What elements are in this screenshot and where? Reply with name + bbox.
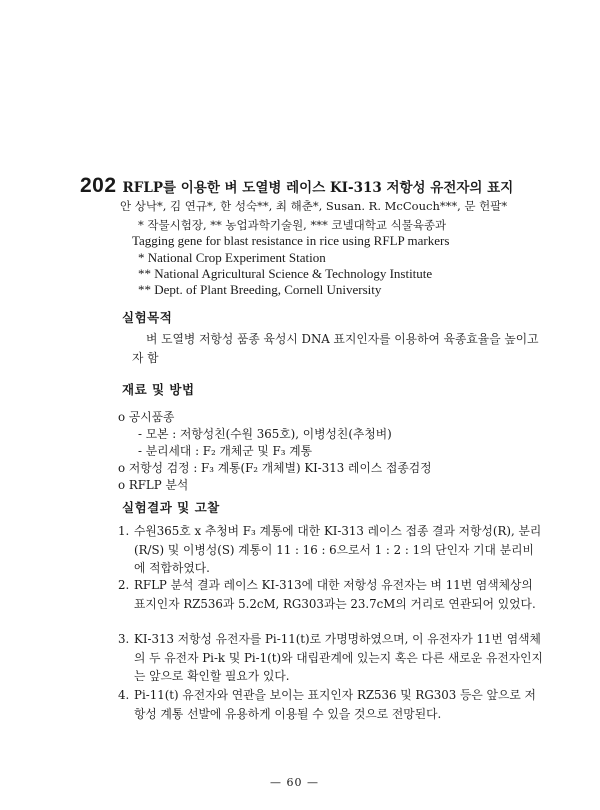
result-text: KI-313 저항성 유전자를 Pi-11(t)로 가명명하였으며, 이 유전자가 11번 염색체의 두 유전자 Pi-k 및 Pi-1(t)와 대립관계에 있는지 혹은 다른 새로운 유전자인지는 앞으로 확인할 필요가 있다.	[134, 632, 543, 683]
result-number: 3.	[118, 632, 130, 646]
result-number: 2.	[118, 578, 130, 592]
affiliation-en-3: ** Dept. of Plant Breeding, Cornell University	[138, 282, 382, 297]
methods-item: o 저항성 검정 : F₃ 계통(F₂ 개체별) KI-313 레이스 접종검정	[118, 461, 432, 475]
author-list: 안 상낙*, 김 연규*, 한 성숙**, 최 해춘*, Susan. R. McCouch***, 문 헌팔*	[120, 199, 508, 213]
results-heading: 실험결과 및 고찰	[122, 500, 220, 515]
affiliations-korean: * 작물시험장, ** 농업과학기술원, *** 코넬대학교 식물육종과	[138, 218, 447, 232]
affiliation-en-2: ** National Agricultural Science & Technology Institute	[138, 266, 433, 281]
result-item	[118, 686, 544, 723]
methods-item: o RFLP 분석	[118, 478, 189, 492]
result-item	[118, 522, 544, 578]
abstract-title-text: RFLP를 이용한 벼 도열병 레이스 KI-313 저항성 유전자의 표지	[122, 180, 514, 196]
abstract-title	[80, 174, 513, 198]
result-number: 1.	[118, 524, 130, 538]
methods-item: - 분리세대 : F₂ 개체군 및 F₃ 계통	[138, 444, 312, 458]
affiliation-en-1: * National Crop Experiment Station	[138, 250, 326, 265]
methods-item: o 공시품종	[118, 410, 175, 424]
result-number: 4.	[118, 688, 130, 702]
result-text: RFLP 분석 결과 레이스 KI-313에 대한 저항성 유전자는 벼 11번 염색체상의 표지인자 RZ536과 5.2cM, RG303과는 23.7cM의 거리로 연관되어 있었다.	[134, 578, 536, 611]
result-text: Pi-11(t) 유전자와 연관을 보이는 표지인자 RZ536 및 RG303 등은 앞으로 저항성 계통 선발에 유용하게 이용될 수 있을 것으로 전망된다.	[134, 688, 536, 721]
english-title: Tagging gene for blast resistance in rice using RFLP markers	[132, 233, 450, 248]
result-text: 수원365호 x 추청벼 F₃ 계통에 대한 KI-313 레이스 접종 결과 저항성(R), 분리(R/S) 및 이병성(S) 계통이 11 : 16 : 6으로서 1 : 2 : 1의 단인자 기대 분리비에 적합하였다.	[134, 524, 542, 575]
result-item	[118, 630, 544, 686]
result-item	[118, 576, 544, 613]
objective-text: 벼 도열병 저항성 품종 육성시 DNA 표지인자를 이용하여 육종효율을 높이고자 함	[132, 332, 539, 365]
methods-item: - 모본 : 저항성친(수원 365호), 이병성친(추청벼)	[138, 427, 392, 441]
objective-heading: 실험목적	[122, 310, 173, 325]
methods-heading: 재료 및 방법	[122, 382, 195, 397]
page-number: — 60 —	[270, 776, 319, 789]
abstract-number: 202	[80, 174, 117, 197]
